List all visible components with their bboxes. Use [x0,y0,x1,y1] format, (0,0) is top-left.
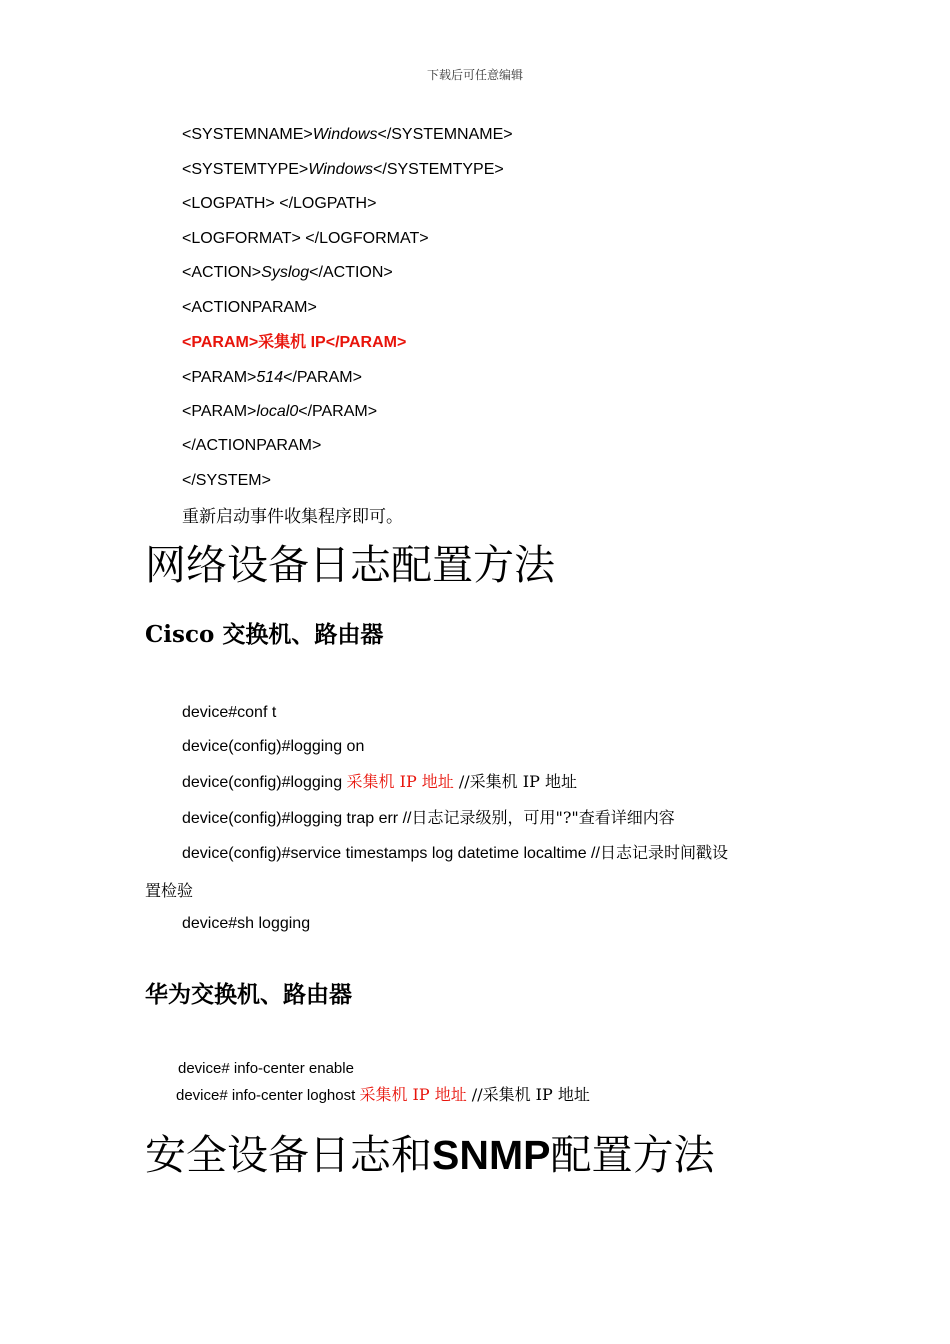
xml-tag: </SYSTEMTYPE> [373,161,504,178]
xml-param-ip-line: <PARAM>采集机 IP</PARAM> [182,334,407,351]
cisco-cmd-logging-on: device(config)#logging on [182,738,365,755]
heading-part: SNMP [432,1132,551,1178]
xml-actionparam-open-line: <ACTIONPARAM> [182,299,317,316]
xml-tag: </PARAM> [298,403,378,420]
xml-tag: <ACTION> [182,264,262,281]
xml-tag: </ACTION> [309,264,393,281]
collector-ip-placeholder: 采集机 IP 地址 [359,1085,467,1104]
cmd-text: device(config)#service timestamps log datetime localtime // [182,845,600,862]
xml-logpath-line: <LOGPATH> </LOGPATH> [182,195,377,212]
cmd-comment: //采集机 IP 地址 [466,1085,590,1104]
page-header: 下载后可任意编辑 [426,68,523,82]
cmd-text: device(config)#logging [182,774,347,791]
cmd-comment: 日志记录时间戳设 [599,843,728,862]
cisco-cmd-sh-logging: device#sh logging [182,915,311,932]
xml-action-line [182,263,393,283]
xml-tag: <SYSTEMTYPE> [182,161,309,178]
cisco-cmd-logging-host [182,772,577,793]
xml-param-port-line [182,368,362,388]
heading-part: 配置方法 [550,1131,715,1179]
xml-tag: </SYSTEMNAME> [377,126,513,143]
xml-value: Windows [308,161,374,178]
xml-tag: </PARAM> [283,369,362,386]
xml-param-facility-line [182,402,377,422]
xml-systemtype-line [182,160,504,180]
xml-actionparam-close-line: </ACTIONPARAM> [182,437,322,454]
cmd-comment: //采集机 IP 地址 [453,772,577,791]
cmd-text: device(config)#logging trap err // [182,810,412,827]
cisco-cmd-logging-trap [182,808,675,829]
cisco-cmd-service-timestamps [182,843,728,864]
xml-tag: <SYSTEMNAME> [182,126,313,143]
cmd-text: device# info-center loghost [176,1087,360,1104]
heading-huawei: 华为交换机、路由器 [145,981,352,1008]
restart-note: 重新启动事件收集程序即可。 [182,507,403,527]
xml-value: Syslog [261,264,310,281]
heading-security-logging [145,1130,714,1180]
xml-system-close-line: </SYSTEM> [182,472,271,489]
xml-logformat-line: <LOGFORMAT> </LOGFORMAT> [182,230,429,247]
heading-cisco: Cisco 交换机、路由器 [145,621,384,648]
cisco-cmd-conf-t: device#conf t [182,704,277,721]
huawei-cmd-loghost [176,1085,590,1106]
heading-part: 安全设备日志和 [145,1131,432,1179]
heading-network-logging: 网络设备日志配置方法 [145,541,555,589]
xml-value: local0 [256,403,299,420]
collector-ip-placeholder: 采集机 IP 地址 [346,772,454,791]
cmd-comment: 日志记录级别，可用"?"查看详细内容 [411,808,675,827]
huawei-cmd-enable: device# info-center enable [178,1060,354,1077]
cisco-cmd-service-timestamps-wrap: 置检验 [145,881,194,900]
xml-systemname-line [182,125,513,145]
xml-tag: <PARAM> [182,369,257,386]
xml-tag: <PARAM> [182,403,257,420]
xml-value: 514 [256,369,284,386]
xml-value: Windows [312,126,378,143]
